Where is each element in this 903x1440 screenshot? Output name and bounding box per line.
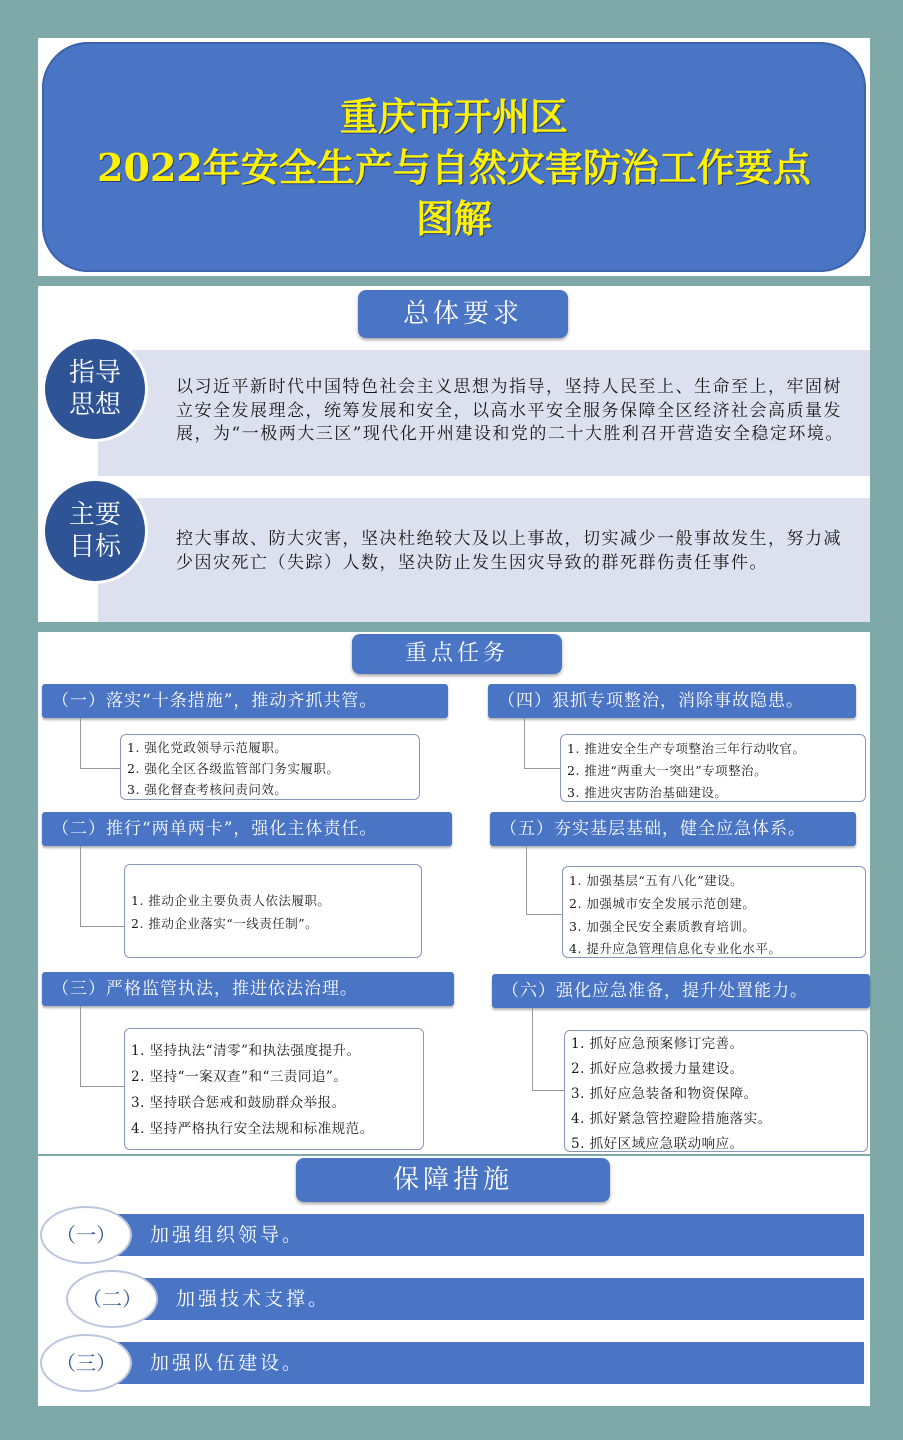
list-item: 1. 推动企业主要负责人依法履职。 <box>131 893 331 908</box>
measure-3-band <box>80 1342 864 1384</box>
task-group-3-connector-h <box>80 1086 124 1087</box>
list-item: 2. 坚持“一案双查”和“三责同追”。 <box>131 1069 348 1085</box>
goals-label-2: 目标 <box>68 532 121 562</box>
task-group-5-connector-h <box>526 914 562 915</box>
task-group-6-list <box>564 1030 868 1152</box>
measure-3-number: （三） <box>40 1334 132 1392</box>
guiding-label-2: 思想 <box>68 390 121 420</box>
task-group-4-title: （四）狠抓专项整治，消除事故隐患。 <box>488 684 856 718</box>
overall-requirements-panel <box>38 286 870 622</box>
list-item: 1. 加强基层“五有八化”建设。 <box>569 873 744 888</box>
task-group-2-list <box>124 864 422 958</box>
task-group-1-connector <box>80 718 81 768</box>
list-item: 2. 加强城市安全发展示范创建。 <box>569 896 756 911</box>
guiding-text: 以习近平新时代中国特色社会主义思想为指导，坚持人民至上、生命至上，牢固树立安全发展理念，统筹发展和安全，以高水平安全服务保障全区经济社会高质量发展，为“一极两大三区”现代化开州建设和党的二十大胜利召开营造安全稳定环境。 <box>176 377 844 444</box>
task-group-2-connector <box>80 846 81 926</box>
goals-badge <box>42 478 148 584</box>
list-item: 1. 抓好应急预案修订完善。 <box>571 1036 744 1052</box>
tasks-heading: 重点任务 <box>352 634 562 674</box>
measure-1-text: 加强组织领导。 <box>150 1224 305 1246</box>
task-group-1-connector-h <box>80 768 120 769</box>
measure-3-text: 加强队伍建设。 <box>150 1352 305 1374</box>
list-item: 3. 抓好应急装备和物资保障。 <box>571 1086 758 1102</box>
list-item: 4. 抓好紧急管控避险措施落实。 <box>571 1111 772 1127</box>
title-line-2: 2022年安全生产与自然灾害防治工作要点 <box>97 145 811 190</box>
list-item: 2. 推动企业落实“一线责任制”。 <box>131 916 319 931</box>
title-banner <box>42 42 866 272</box>
task-group-1-title: （一）落实“十条措施”，推动齐抓共管。 <box>42 684 448 718</box>
list-item: 1. 强化党政领导示范履职。 <box>127 740 288 755</box>
key-tasks-panel <box>38 632 870 1154</box>
task-group-6-title: （六）强化应急准备，提升处置能力。 <box>492 974 870 1008</box>
task-group-3-list <box>124 1028 424 1150</box>
goals-text: 控大事故、防大灾害，坚决杜绝较大及以上事故，切实减少一般事故发生，努力减少因灾死亡（失踪）人数，坚决防止发生因灾导致的群死群伤责任事件。 <box>176 529 842 573</box>
goals-label-1: 主要 <box>68 500 121 530</box>
list-item: 1. 推进安全生产专项整治三年行动收官。 <box>567 741 806 756</box>
task-group-6-connector <box>532 1008 533 1090</box>
list-item: 3. 坚持联合惩戒和鼓励群众举报。 <box>131 1095 346 1111</box>
list-item: 3. 强化督查考核问责问效。 <box>127 782 288 797</box>
measure-2-number: （二） <box>66 1270 158 1328</box>
list-item: 5. 抓好区域应急联动响应。 <box>571 1136 744 1152</box>
measure-2-band <box>108 1278 864 1320</box>
safeguard-measures-panel <box>38 1156 870 1406</box>
list-item: 3. 加强全民安全素质教育培训。 <box>569 919 756 934</box>
list-item: 2. 推进“两重大一突出”专项整治。 <box>567 763 768 778</box>
measure-2-text: 加强技术支撑。 <box>176 1288 331 1310</box>
list-item: 1. 坚持执法“清零”和执法强度提升。 <box>131 1043 361 1059</box>
task-group-2-title: （二）推行“两单两卡”，强化主体责任。 <box>42 812 452 846</box>
task-group-5-list <box>562 866 866 958</box>
task-group-4-connector-h <box>524 768 560 769</box>
list-item: 2. 强化全区各级监管部门务实履职。 <box>127 761 340 776</box>
list-item: 4. 坚持严格执行安全法规和标准规范。 <box>131 1121 374 1137</box>
task-group-5-title: （五）夯实基层基础，健全应急体系。 <box>490 812 856 846</box>
guiding-badge <box>42 336 148 442</box>
measure-1-band <box>80 1214 864 1256</box>
list-item: 2. 抓好应急救援力量建设。 <box>571 1061 744 1077</box>
task-group-4-list <box>560 734 866 802</box>
list-item: 3. 推进灾害防治基础建设。 <box>567 785 728 800</box>
measure-1-number: （一） <box>40 1206 132 1264</box>
guiding-label-1: 指导 <box>68 358 121 388</box>
task-group-4-connector <box>524 718 525 768</box>
title-line-3: 图解 <box>415 196 492 241</box>
task-group-2-connector-h <box>80 926 124 927</box>
task-group-3-title: （三）严格监管执法，推进依法治理。 <box>42 972 454 1006</box>
overall-heading: 总体要求 <box>358 290 568 338</box>
task-group-6-connector-h <box>532 1090 564 1091</box>
task-group-1-list <box>120 734 420 800</box>
list-item: 4. 提升应急管理信息化专业化水平。 <box>569 941 782 956</box>
task-group-5-connector <box>526 846 527 914</box>
title-line-1: 重庆市开州区 <box>339 94 568 139</box>
task-group-3-connector <box>80 1006 81 1086</box>
measures-heading: 保障措施 <box>296 1158 610 1202</box>
